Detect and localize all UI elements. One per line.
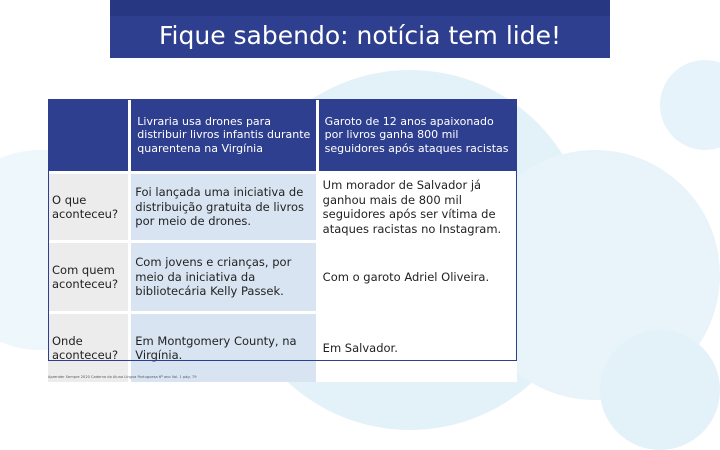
cell-who-boy: Com o garoto Adriel Oliveira. [317,242,517,313]
table-row [48,173,517,242]
cell-who-drones: Com jovens e crianças, por meio da iniciativa da bibliotecária Kelly Passek. [130,242,317,313]
background-circle [600,330,720,450]
cell-where-drones: Em Montgomery County, na Virgínia. [130,313,317,383]
row-label-what: O que aconteceu? [48,173,130,242]
page-title: Fique sabendo: notícia tem lide! [158,21,561,50]
news-comparison-table [48,99,517,382]
row-label-where: Onde aconteceu? [48,313,130,383]
table-corner-cell [48,99,130,173]
cell-what-drones: Foi lançada uma iniciativa de distribuição gratuita de livros por meio de drones. [130,173,317,242]
source-citation: Aprender Sempre 2020 Caderno do Aluno Língua Portuguesa 6º ano Vol. 1 pág. 79 [48,375,197,379]
row-label-who: Com quem aconteceu? [48,242,130,313]
table-header-row [48,99,517,173]
header-news-boy: Garoto de 12 anos apaixonado por livros ganha 800 mil seguidores após ataques racistas [317,99,517,173]
title-banner-stripe [110,0,610,16]
cell-what-boy: Um morador de Salvador já ganhou mais de 800 mil seguidores após ser vítima de ataques racistas no Instagram. [317,173,517,242]
cell-where-boy: Em Salvador. [317,313,517,383]
background-circle [660,60,720,150]
header-news-drones: Livraria usa drones para distribuir livros infantis durante quarentena na Virgínia [130,99,317,173]
table-row [48,242,517,313]
title-banner [110,0,610,58]
table-row [48,313,517,383]
